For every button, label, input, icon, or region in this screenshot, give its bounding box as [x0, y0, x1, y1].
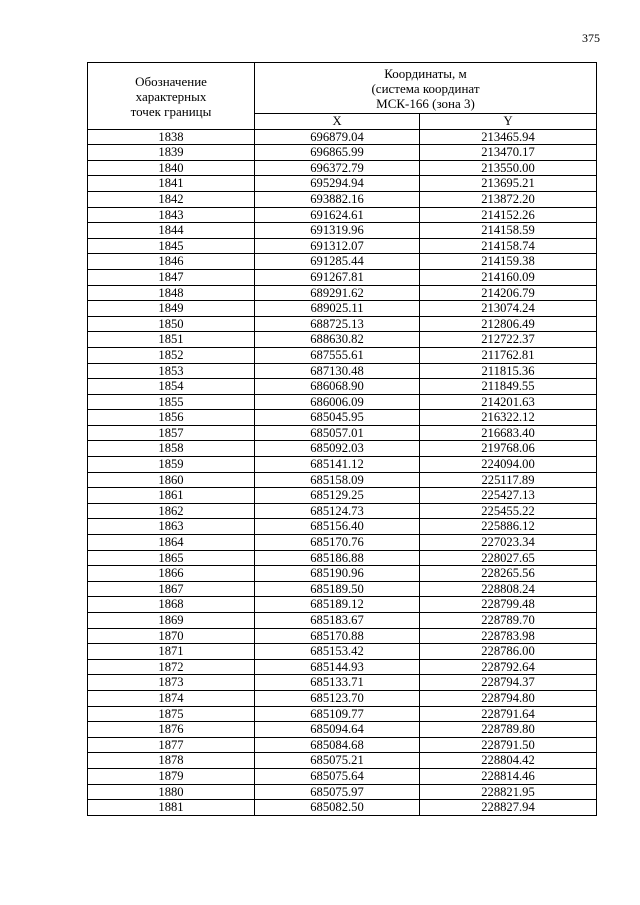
- y-coordinate-cell: 213074.24: [420, 301, 597, 317]
- point-id-cell: 1872: [88, 659, 255, 675]
- y-coordinate-cell: 212806.49: [420, 316, 597, 332]
- x-coordinate-cell: 687130.48: [255, 363, 420, 379]
- y-coordinate-cell: 228265.56: [420, 566, 597, 582]
- x-coordinate-cell: 691312.07: [255, 238, 420, 254]
- table-row: [88, 441, 597, 457]
- y-coordinate-cell: 228791.50: [420, 737, 597, 753]
- point-id-cell: 1838: [88, 129, 255, 145]
- table-row: [88, 394, 597, 410]
- table-row: [88, 472, 597, 488]
- point-id-cell: 1870: [88, 628, 255, 644]
- point-id-cell: 1869: [88, 613, 255, 629]
- x-coordinate-cell: 689291.62: [255, 285, 420, 301]
- y-coordinate-cell: 214201.63: [420, 394, 597, 410]
- table-row: [88, 488, 597, 504]
- y-coordinate-cell: 213550.00: [420, 160, 597, 176]
- table-row: [88, 690, 597, 706]
- table-row: [88, 628, 597, 644]
- header-y: Y: [420, 114, 597, 130]
- table-row: [88, 301, 597, 317]
- x-coordinate-cell: 693882.16: [255, 191, 420, 207]
- point-id-cell: 1878: [88, 753, 255, 769]
- y-coordinate-cell: 213872.20: [420, 191, 597, 207]
- x-coordinate-cell: 685092.03: [255, 441, 420, 457]
- x-coordinate-cell: 685075.64: [255, 768, 420, 784]
- x-coordinate-cell: 685186.88: [255, 550, 420, 566]
- x-coordinate-cell: 685133.71: [255, 675, 420, 691]
- y-coordinate-cell: 214158.74: [420, 238, 597, 254]
- table-row: [88, 457, 597, 473]
- y-coordinate-cell: 211815.36: [420, 363, 597, 379]
- point-id-cell: 1852: [88, 347, 255, 363]
- table-row: [88, 597, 597, 613]
- y-coordinate-cell: 214159.38: [420, 254, 597, 270]
- table-row: [88, 207, 597, 223]
- table-row: [88, 347, 597, 363]
- point-id-cell: 1839: [88, 145, 255, 161]
- y-coordinate-cell: 225117.89: [420, 472, 597, 488]
- y-coordinate-cell: 228808.24: [420, 581, 597, 597]
- point-id-cell: 1842: [88, 191, 255, 207]
- header-designation: [88, 63, 255, 130]
- point-id-cell: 1853: [88, 363, 255, 379]
- x-coordinate-cell: 685123.70: [255, 690, 420, 706]
- header-designation-line: точек границы: [130, 104, 212, 120]
- table-row: [88, 379, 597, 395]
- y-coordinate-cell: 213465.94: [420, 129, 597, 145]
- point-id-cell: 1866: [88, 566, 255, 582]
- point-id-cell: 1851: [88, 332, 255, 348]
- table-row: [88, 223, 597, 239]
- point-id-cell: 1862: [88, 503, 255, 519]
- table-row: [88, 316, 597, 332]
- y-coordinate-cell: 214152.26: [420, 207, 597, 223]
- y-coordinate-cell: 228799.48: [420, 597, 597, 613]
- point-id-cell: 1847: [88, 269, 255, 285]
- y-coordinate-cell: 219768.06: [420, 441, 597, 457]
- point-id-cell: 1844: [88, 223, 255, 239]
- point-id-cell: 1880: [88, 784, 255, 800]
- y-coordinate-cell: 228827.94: [420, 800, 597, 816]
- table-row: [88, 613, 597, 629]
- y-coordinate-cell: 214160.09: [420, 269, 597, 285]
- point-id-cell: 1873: [88, 675, 255, 691]
- x-coordinate-cell: 685190.96: [255, 566, 420, 582]
- x-coordinate-cell: 685153.42: [255, 644, 420, 660]
- y-coordinate-cell: 228804.42: [420, 753, 597, 769]
- point-id-cell: 1863: [88, 519, 255, 535]
- x-coordinate-cell: 691267.81: [255, 269, 420, 285]
- x-coordinate-cell: 691319.96: [255, 223, 420, 239]
- x-coordinate-cell: 685170.88: [255, 628, 420, 644]
- x-coordinate-cell: 685156.40: [255, 519, 420, 535]
- table-row: [88, 269, 597, 285]
- table-row: [88, 706, 597, 722]
- y-coordinate-cell: 227023.34: [420, 535, 597, 551]
- table-row: [88, 129, 597, 145]
- point-id-cell: 1849: [88, 301, 255, 317]
- x-coordinate-cell: 691285.44: [255, 254, 420, 270]
- header-designation-line: характерных: [135, 89, 207, 105]
- point-id-cell: 1865: [88, 550, 255, 566]
- table-row: [88, 566, 597, 582]
- header-x: X: [255, 114, 420, 130]
- point-id-cell: 1856: [88, 410, 255, 426]
- x-coordinate-cell: 685045.95: [255, 410, 420, 426]
- table-body: [88, 129, 597, 815]
- point-id-cell: 1864: [88, 535, 255, 551]
- table-row: [88, 535, 597, 551]
- y-coordinate-cell: 228791.64: [420, 706, 597, 722]
- x-coordinate-cell: 685170.76: [255, 535, 420, 551]
- x-coordinate-cell: 686068.90: [255, 379, 420, 395]
- table-row: [88, 519, 597, 535]
- point-id-cell: 1877: [88, 737, 255, 753]
- y-coordinate-cell: 228794.37: [420, 675, 597, 691]
- table-row: [88, 644, 597, 660]
- point-id-cell: 1881: [88, 800, 255, 816]
- table-row: [88, 768, 597, 784]
- point-id-cell: 1859: [88, 457, 255, 473]
- x-coordinate-cell: 689025.11: [255, 301, 420, 317]
- table-row: [88, 503, 597, 519]
- y-coordinate-cell: 228027.65: [420, 550, 597, 566]
- table-row: [88, 191, 597, 207]
- table-row: [88, 675, 597, 691]
- x-coordinate-cell: 685189.12: [255, 597, 420, 613]
- y-coordinate-cell: 228821.95: [420, 784, 597, 800]
- table-row: [88, 176, 597, 192]
- y-coordinate-cell: 224094.00: [420, 457, 597, 473]
- table-row: [88, 410, 597, 426]
- y-coordinate-cell: 216683.40: [420, 425, 597, 441]
- y-coordinate-cell: 225886.12: [420, 519, 597, 535]
- y-coordinate-cell: 214158.59: [420, 223, 597, 239]
- table-row: [88, 363, 597, 379]
- x-coordinate-cell: 686006.09: [255, 394, 420, 410]
- coordinates-table: [87, 62, 597, 816]
- table-row: [88, 784, 597, 800]
- header-coordinates-line: Координаты, м: [384, 65, 467, 81]
- x-coordinate-cell: 685082.50: [255, 800, 420, 816]
- x-coordinate-cell: 685141.12: [255, 457, 420, 473]
- point-id-cell: 1841: [88, 176, 255, 192]
- point-id-cell: 1879: [88, 768, 255, 784]
- x-coordinate-cell: 691624.61: [255, 207, 420, 223]
- page-number: 375: [582, 31, 600, 45]
- x-coordinate-cell: 685158.09: [255, 472, 420, 488]
- table-row: [88, 332, 597, 348]
- point-id-cell: 1875: [88, 706, 255, 722]
- header-coordinates-line: МСК-166 (зона 3): [376, 95, 475, 111]
- x-coordinate-cell: 685084.68: [255, 737, 420, 753]
- table-row: [88, 800, 597, 816]
- x-coordinate-cell: 696372.79: [255, 160, 420, 176]
- table-row: [88, 285, 597, 301]
- y-coordinate-cell: 214206.79: [420, 285, 597, 301]
- x-coordinate-cell: 685057.01: [255, 425, 420, 441]
- x-coordinate-cell: 695294.94: [255, 176, 420, 192]
- x-coordinate-cell: 685129.25: [255, 488, 420, 504]
- table-row: [88, 753, 597, 769]
- y-coordinate-cell: 228814.46: [420, 768, 597, 784]
- y-coordinate-cell: 211849.55: [420, 379, 597, 395]
- x-coordinate-cell: 685124.73: [255, 503, 420, 519]
- y-coordinate-cell: 216322.12: [420, 410, 597, 426]
- x-coordinate-cell: 685109.77: [255, 706, 420, 722]
- header-coordinates: [255, 63, 597, 114]
- table-row: [88, 737, 597, 753]
- point-id-cell: 1843: [88, 207, 255, 223]
- x-coordinate-cell: 685075.21: [255, 753, 420, 769]
- y-coordinate-cell: 228792.64: [420, 659, 597, 675]
- x-coordinate-cell: 685075.97: [255, 784, 420, 800]
- x-coordinate-cell: 685144.93: [255, 659, 420, 675]
- point-id-cell: 1840: [88, 160, 255, 176]
- y-coordinate-cell: 213470.17: [420, 145, 597, 161]
- table-row: [88, 581, 597, 597]
- point-id-cell: 1860: [88, 472, 255, 488]
- point-id-cell: 1861: [88, 488, 255, 504]
- x-coordinate-cell: 696879.04: [255, 129, 420, 145]
- table-row: [88, 254, 597, 270]
- point-id-cell: 1857: [88, 425, 255, 441]
- table-row: [88, 145, 597, 161]
- table-row: [88, 659, 597, 675]
- point-id-cell: 1855: [88, 394, 255, 410]
- y-coordinate-cell: 228786.00: [420, 644, 597, 660]
- x-coordinate-cell: 685189.50: [255, 581, 420, 597]
- point-id-cell: 1848: [88, 285, 255, 301]
- point-id-cell: 1876: [88, 722, 255, 738]
- point-id-cell: 1874: [88, 690, 255, 706]
- table-row: [88, 160, 597, 176]
- y-coordinate-cell: 228783.98: [420, 628, 597, 644]
- header-row-main: [88, 63, 597, 114]
- table-header: [88, 63, 597, 130]
- point-id-cell: 1854: [88, 379, 255, 395]
- x-coordinate-cell: 687555.61: [255, 347, 420, 363]
- point-id-cell: 1845: [88, 238, 255, 254]
- x-coordinate-cell: 696865.99: [255, 145, 420, 161]
- table-row: [88, 238, 597, 254]
- point-id-cell: 1858: [88, 441, 255, 457]
- header-designation-line: Обозначение: [135, 74, 207, 90]
- y-coordinate-cell: 225427.13: [420, 488, 597, 504]
- y-coordinate-cell: 228789.70: [420, 613, 597, 629]
- y-coordinate-cell: 228794.80: [420, 690, 597, 706]
- x-coordinate-cell: 685094.64: [255, 722, 420, 738]
- point-id-cell: 1871: [88, 644, 255, 660]
- y-coordinate-cell: 228789.80: [420, 722, 597, 738]
- table-row: [88, 722, 597, 738]
- table-row: [88, 425, 597, 441]
- table-row: [88, 550, 597, 566]
- point-id-cell: 1846: [88, 254, 255, 270]
- x-coordinate-cell: 685183.67: [255, 613, 420, 629]
- y-coordinate-cell: 225455.22: [420, 503, 597, 519]
- x-coordinate-cell: 688630.82: [255, 332, 420, 348]
- y-coordinate-cell: 212722.37: [420, 332, 597, 348]
- header-coordinates-line: (система координат: [371, 80, 480, 96]
- y-coordinate-cell: 211762.81: [420, 347, 597, 363]
- y-coordinate-cell: 213695.21: [420, 176, 597, 192]
- point-id-cell: 1867: [88, 581, 255, 597]
- x-coordinate-cell: 688725.13: [255, 316, 420, 332]
- point-id-cell: 1850: [88, 316, 255, 332]
- point-id-cell: 1868: [88, 597, 255, 613]
